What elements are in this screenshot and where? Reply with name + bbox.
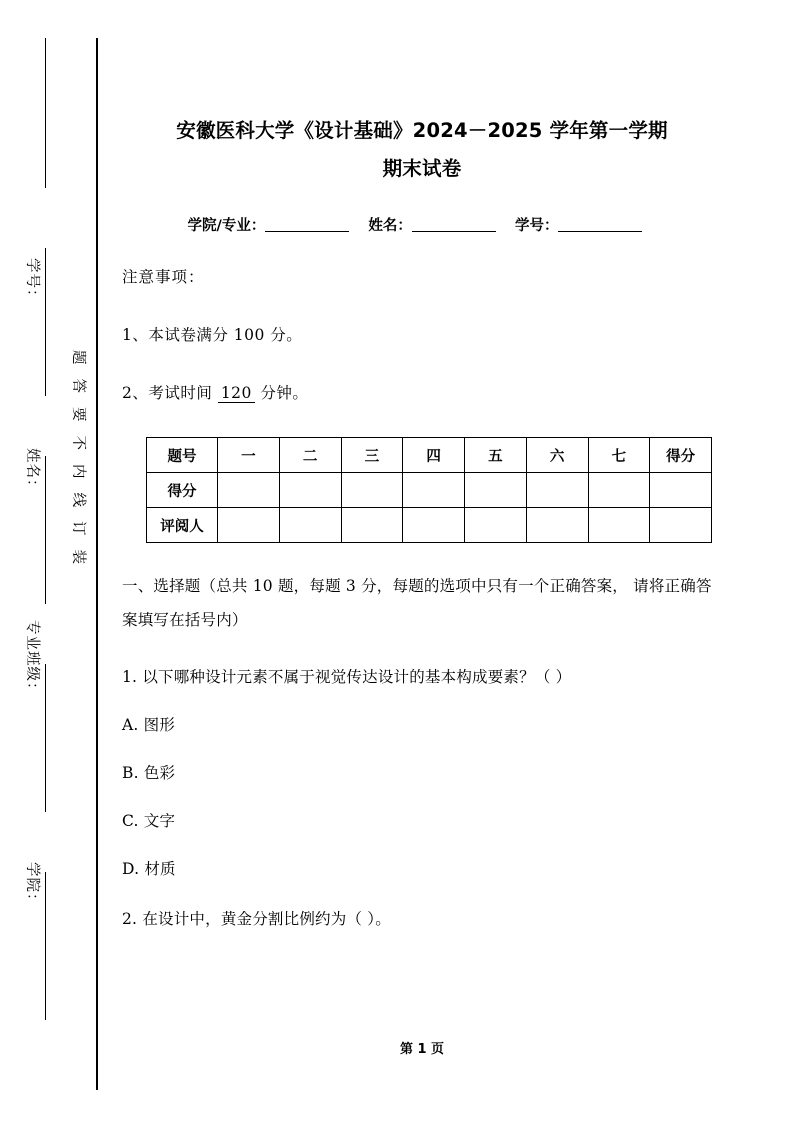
binding-label-class: 专业班级： xyxy=(24,620,40,698)
page-title-line-2: 期末试卷 xyxy=(382,157,462,180)
field-college-major-blank[interactable] xyxy=(265,231,349,232)
field-student-id xyxy=(515,214,643,235)
score-table-cell[interactable] xyxy=(218,473,280,508)
table-row xyxy=(147,438,712,473)
binding-outer-dash-5 xyxy=(45,872,46,1020)
question-1-option-c[interactable]: C. 文字 xyxy=(122,812,176,830)
page-title-line-1: 安徽医科大学《设计基础》2024－2025 学年第一学期 xyxy=(176,119,668,142)
score-table-cell[interactable] xyxy=(465,508,527,543)
field-student-id-blank[interactable] xyxy=(558,231,642,232)
binding-outer-dash-4 xyxy=(45,664,46,812)
exam-paper-body xyxy=(122,0,722,1122)
field-student-id-label: 学号： xyxy=(514,218,559,234)
notice-item-total-score: 1、本试卷满分 100 分。 xyxy=(122,326,303,344)
question-2: 2. 在设计中，黄金分割比例约为（ ）。 xyxy=(122,910,391,928)
binding-label-name: 姓名： xyxy=(24,448,40,495)
field-name xyxy=(368,214,496,235)
score-table-cell: 一 xyxy=(218,438,280,473)
score-table-cell[interactable] xyxy=(588,473,650,508)
score-table-row-header: 得分 xyxy=(147,473,218,508)
score-table-cell[interactable] xyxy=(279,473,341,508)
score-table-cell: 七 xyxy=(588,438,650,473)
notice-item-duration xyxy=(122,345,722,403)
score-table-row-header: 评阅人 xyxy=(147,508,218,543)
binding-outer-dash-2 xyxy=(45,248,46,396)
score-table-cell[interactable] xyxy=(279,508,341,543)
score-table xyxy=(146,437,712,543)
score-table-cell[interactable] xyxy=(650,508,712,543)
binding-label-student-id: 学号： xyxy=(24,258,40,305)
binding-no-answer-notice: 题答要不内线订装 xyxy=(70,350,86,578)
question-1-option-a[interactable]: A. 图形 xyxy=(122,716,176,734)
page-title xyxy=(122,0,722,188)
score-table-cell: 得分 xyxy=(650,438,712,473)
score-table-cell[interactable] xyxy=(341,508,403,543)
score-table-cell[interactable] xyxy=(588,508,650,543)
score-table-cell[interactable] xyxy=(403,473,465,508)
binding-inner-rule xyxy=(96,38,98,1090)
question-1: 1. 以下哪种设计元素不属于视觉传达设计的基本构成要素？（ ） xyxy=(122,668,572,686)
score-table-cell[interactable] xyxy=(526,508,588,543)
score-table-cell[interactable] xyxy=(465,473,527,508)
field-college-major xyxy=(188,214,350,235)
score-table-row-header: 题号 xyxy=(147,438,218,473)
notice-heading: 注意事项： xyxy=(122,268,205,286)
score-table-cell[interactable] xyxy=(341,473,403,508)
score-table-cell[interactable] xyxy=(218,508,280,543)
notice-duration-suffix: 分钟。 xyxy=(260,384,309,402)
section-heading-multiple-choice xyxy=(122,543,722,637)
score-table-cell[interactable] xyxy=(403,508,465,543)
page-footer: 第 1 页 xyxy=(399,1042,445,1057)
binding-outer-dash-1 xyxy=(45,38,46,188)
field-college-major-label: 学院/专业： xyxy=(187,218,266,234)
binding-label-college: 学院： xyxy=(24,862,40,909)
binding-outer-dash-3 xyxy=(45,456,46,604)
section-heading-line-2: 请将正确答案填写在括号内） xyxy=(122,577,712,629)
table-row xyxy=(147,473,712,508)
score-table-cell: 五 xyxy=(465,438,527,473)
notice-duration-value: 120 xyxy=(218,384,255,403)
score-table-cell: 六 xyxy=(526,438,588,473)
field-name-label: 姓名： xyxy=(368,218,412,234)
notice-duration-prefix: 2、考试时间 xyxy=(122,384,213,402)
score-table-cell: 二 xyxy=(279,438,341,473)
identification-fields xyxy=(122,214,722,235)
question-1-option-d[interactable]: D. 材质 xyxy=(122,860,176,878)
score-table-cell: 三 xyxy=(341,438,403,473)
score-table-cell: 四 xyxy=(403,438,465,473)
score-table-cell[interactable] xyxy=(650,473,712,508)
question-1-option-b[interactable]: B. 色彩 xyxy=(122,764,176,782)
table-row xyxy=(147,508,712,543)
field-name-blank[interactable] xyxy=(412,231,496,232)
section-heading-line-1: 一、选择题（总共 10 题，每题 3 分，每题的选项中只有一个正确答案， xyxy=(122,577,628,595)
score-table-cell[interactable] xyxy=(526,473,588,508)
binding-margin xyxy=(0,0,100,1122)
